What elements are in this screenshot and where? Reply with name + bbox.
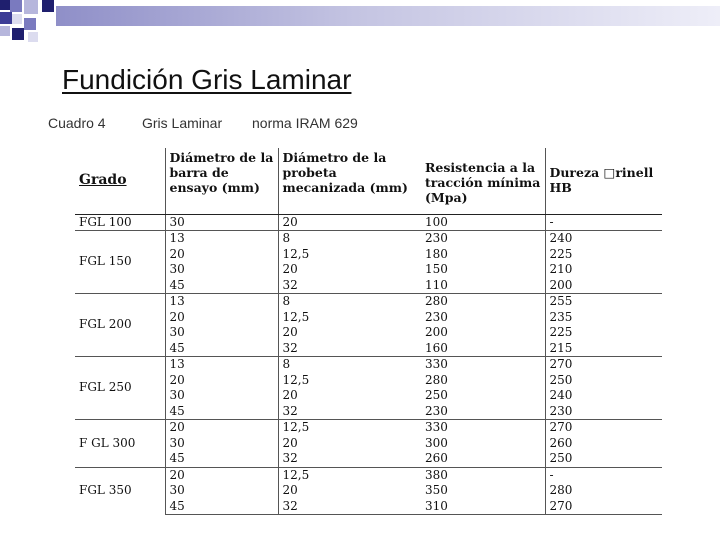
hardness-cell: 240 [545,388,662,404]
caption-number: Cuadro 4 [48,115,106,131]
hardness-cell: 270 [545,420,662,436]
hardness-cell: 225 [545,247,662,263]
grade-cell: FGL 250 [75,357,165,420]
bar-diameter-cell: 30 [165,483,278,499]
tensile-strength-cell: 110 [425,277,448,292]
table-row [75,357,662,373]
tensile-strength-cell: 180 [425,246,448,261]
hardness-cell: 230 [545,404,662,420]
hardness-cell: 210 [545,262,662,278]
hardness-cell: 240 [545,231,662,247]
tensile-strength-cell: 300 [425,435,448,450]
bar-diameter-cell: 45 [165,451,278,467]
grade-cell: FGL 150 [75,231,165,294]
deco-square [0,0,10,10]
header-specimen-diameter: Diámetro de la probeta mecanizada (mm) [278,148,421,214]
specimen-diameter-cell: 12,5 [278,373,421,389]
deco-square [24,18,36,30]
deco-square [24,0,38,14]
caption-subject: Gris Laminar [142,115,223,131]
bar-diameter-cell: 13 [165,357,278,373]
bar-diameter-cell: 30 [165,388,278,404]
tensile-strength-cell: 100 [425,214,448,229]
grade-cell: FGL 350 [75,467,165,515]
slide-title: Fundición Gris Laminar [62,64,352,95]
deco-square [12,14,22,24]
hardness-cell: 215 [545,341,662,357]
specimen-diameter-cell: 32 [278,451,421,467]
hardness-cell: 250 [545,373,662,389]
bar-diameter-cell: 30 [165,325,278,341]
specimen-diameter-cell: 20 [278,214,421,231]
tensile-strength-cell: 280 [425,372,448,387]
table-header-row [75,148,662,214]
specimen-diameter-cell: 8 [278,357,421,373]
specimen-diameter-cell: 20 [278,388,421,404]
specimen-diameter-cell: 32 [278,499,421,515]
hardness-cell: 260 [545,436,662,452]
bar-diameter-cell: 20 [165,420,278,436]
bar-diameter-cell: 13 [165,231,278,247]
specimen-diameter-cell: 12,5 [278,310,421,326]
hardness-cell: 200 [545,278,662,294]
hardness-cell: 270 [545,357,662,373]
deco-square [12,28,24,40]
tensile-strength-cell: 350 [425,483,448,497]
bar-diameter-cell: 30 [165,262,278,278]
bar-diameter-cell: 20 [165,310,278,326]
bar-diameter-cell: 45 [165,341,278,357]
specimen-diameter-cell: 20 [278,325,421,341]
tensile-strength-cell: 380 [421,467,545,483]
bar-diameter-cell: 45 [165,499,278,515]
header-tensile-strength: Resistencia a la tracción mínima (Mpa) [421,148,545,214]
tensile-strength-cell: 160 [425,340,448,355]
table-row [75,231,662,247]
deco-square [42,0,54,12]
tensile-strength-cell: 250 [425,388,448,402]
tensile-strength-cell: 330 [421,420,545,436]
table-body [75,214,662,515]
hardness-cell: 280 [545,483,662,499]
specimen-diameter-cell: 12,5 [278,467,421,483]
specimen-diameter-cell: 8 [278,294,421,310]
tensile-strength-cell: 230 [425,403,448,418]
deco-square [10,0,22,12]
specimen-diameter-cell: 20 [278,483,421,499]
specimen-diameter-cell: 32 [278,404,421,420]
properties-table-container [75,148,662,515]
specimen-diameter-cell: 12,5 [278,247,421,263]
caption-norm: norma IRAM 629 [252,115,358,131]
header-grade: Grado [75,148,165,214]
specimen-diameter-cell: 32 [278,341,421,357]
hardness-cell: 270 [545,499,662,515]
bar-diameter-cell: 13 [165,294,278,310]
hardness-cell: 250 [545,451,662,467]
header-bar-diameter: Diámetro de la barra de ensayo (mm) [165,148,278,214]
bar-diameter-cell: 20 [165,247,278,263]
bar-diameter-cell: 20 [165,373,278,389]
tensile-strength-cell: 200 [425,325,448,339]
deco-square [28,32,38,42]
specimen-diameter-cell: 20 [278,262,421,278]
header-hardness: Dureza □rinell HB [545,148,662,214]
bar-diameter-cell: 45 [165,278,278,294]
grade-cell: FGL 200 [75,294,165,357]
tensile-strength-cell: 260 [425,451,448,465]
bar-diameter-cell: 20 [165,467,278,483]
specimen-diameter-cell: 20 [278,436,421,452]
hardness-cell: 235 [545,310,662,326]
tensile-strength-cell: 280 [421,294,545,310]
hardness-cell: - [545,467,662,483]
table-row [75,467,662,483]
deco-bar [56,6,720,26]
deco-square [0,12,12,24]
tensile-strength-cell: 230 [425,309,448,324]
tensile-strength-cell: 150 [425,262,448,276]
hardness-cell: 225 [545,325,662,341]
table-row [75,214,662,231]
tensile-strength-cell: 230 [421,231,545,247]
table-row [75,420,662,436]
grade-cell: F GL 300 [75,420,165,468]
bar-diameter-cell: 30 [165,214,278,231]
specimen-diameter-cell: 8 [278,231,421,247]
specimen-diameter-cell: 12,5 [278,420,421,436]
specimen-diameter-cell: 32 [278,278,421,294]
hardness-cell: 255 [545,294,662,310]
tensile-strength-cell: 310 [421,499,545,515]
properties-table [75,148,662,515]
grade-cell: FGL 100 [79,214,132,229]
deco-square [0,26,10,36]
table-caption [48,115,358,131]
bar-diameter-cell: 30 [165,436,278,452]
hardness-cell: - [545,214,662,231]
bar-diameter-cell: 45 [165,404,278,420]
tensile-strength-cell: 330 [421,357,545,373]
table-row [75,294,662,310]
